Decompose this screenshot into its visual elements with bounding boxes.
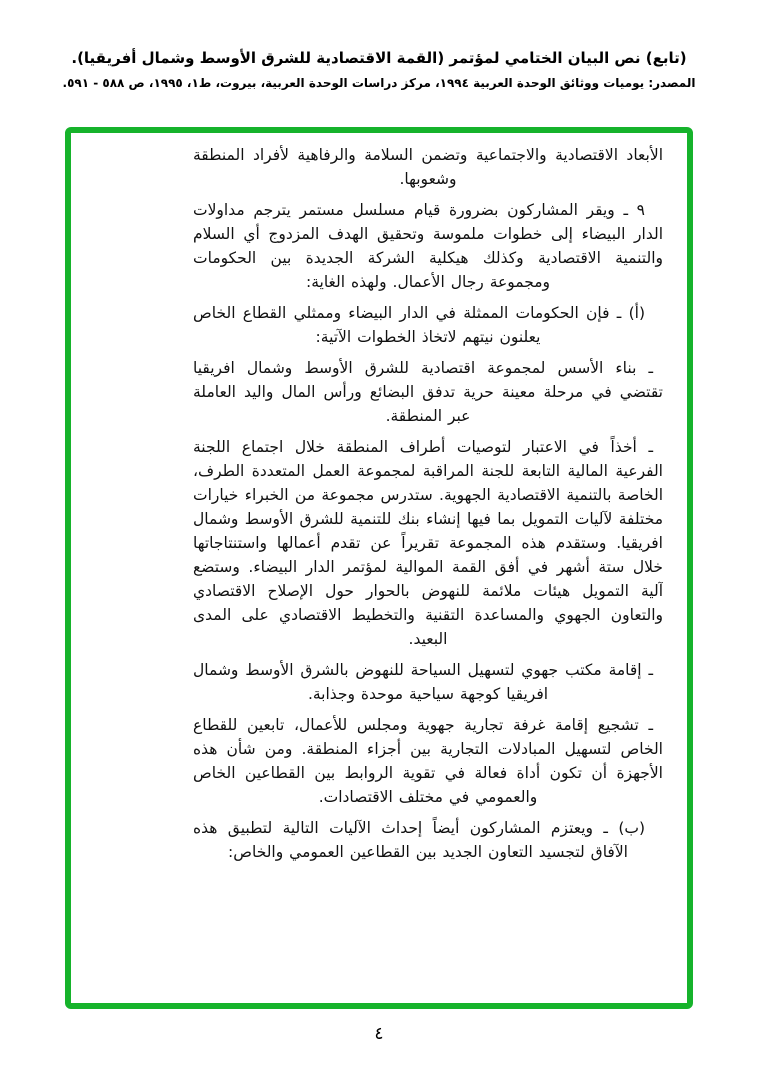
green-border-frame bbox=[65, 127, 693, 1009]
paragraph-continuation: الأبعاد الاقتصادية والاجتماعية وتضمن السلامة والرفاهية لأفراد المنطقة وشعوبها. bbox=[193, 146, 663, 188]
paragraph-bullet-1: ـ بناء الأسس لمجموعة اقتصادية للشرق الأوسط وشمال افريقيا تقتضي في مرحلة معينة حرية تدفق البضائع ورأس المال واليد العاملة عبر المنطقة. bbox=[193, 359, 663, 425]
document-title: (تابع) نص البيان الختامي لمؤتمر (القمة الاقتصادية للشرق الأوسط وشمال أفريقيا). bbox=[71, 49, 687, 67]
paragraph-item-b: (ب) ـ ويعتزم المشاركون أيضاً إحداث الآليات التالية لتطبيق هذه الآفاق لتجسيد التعاون الجديد بين القطاعين العمومي والخاص: bbox=[193, 819, 645, 861]
paragraph-bullet-4: ـ تشجيع إقامة غرفة تجارية جهوية ومجلس للأعمال، تابعين للقطاع الخاص لتسهيل المبادلات التجارية بين أجزاء المنطقة. ومن شأن هذه الأجهزة أن تكون أداة فعالة في تقوية الروابط بين القطاعين الخاص والعمومي في مختلف الاقتصادات. bbox=[193, 716, 663, 806]
document-source-citation: المصدر: يوميات ووثائق الوحدة العربية ١٩٩٤، مركز دراسات الوحدة العربية، بيروت، ط١، ١٩٩٥، ص ٥٨٨ - ٥٩١. bbox=[62, 76, 696, 90]
paragraph-item-9: ٩ ـ ويقر المشاركون بضرورة قيام مسلسل مستمر يترجم مداولات الدار البيضاء إلى خطوات ملموسة وتحقيق الهدف المزدوج أي السلام والتنمية الاقتصادية وكذلك هيكلية الشركة الجديدة بين الحكومات ومجموعة رجال الأعمال. ولهذه الغاية: bbox=[193, 201, 663, 291]
paragraph-bullet-3: ـ إقامة مكتب جهوي لتسهيل السياحة للنهوض بالشرق الأوسط وشمال افريقيا كوجهة سياحية موحدة وجذابة. bbox=[193, 661, 653, 703]
paragraph-item-a: (أ) ـ فإن الحكومات الممثلة في الدار البيضاء وممثلي القطاع الخاص يعلنون نيتهم لاتخاذ الخطوات الآتية: bbox=[193, 304, 645, 346]
paragraph-bullet-2: ـ أخذاً في الاعتبار لتوصيات أطراف المنطقة خلال اجتماع اللجنة الفرعية المالية التابعة للجنة المراقبة لمجموعة العمل المتعددة الطرف، الخاصة بالتنمية الاقتصادية الجهوية. ستدرس مجموعة من الخبراء خيارات مختلفة لآليات التمويل بما فيها إنشاء بنك للتنمية للشرق الأوسط وشمال افريقيا. وستقدم هذه المجموعة تقريراً عن تقدم أعمالها واستنتاجاتها خلال ستة أشهر في أفق القمة الموالية لمؤتمر الدار البيضاء. وستضع آلية التمويل هيئات ملائمة للنهوض بالحوار حول الإصلاح الاقتصادي والتعاون الجهوي والمساعدة التقنية والتخطيط الاقتصادي على المدى البعيد. bbox=[193, 438, 663, 648]
page-number: ٤ bbox=[374, 1024, 384, 1044]
body-text bbox=[193, 143, 663, 991]
page-header bbox=[0, 46, 758, 94]
